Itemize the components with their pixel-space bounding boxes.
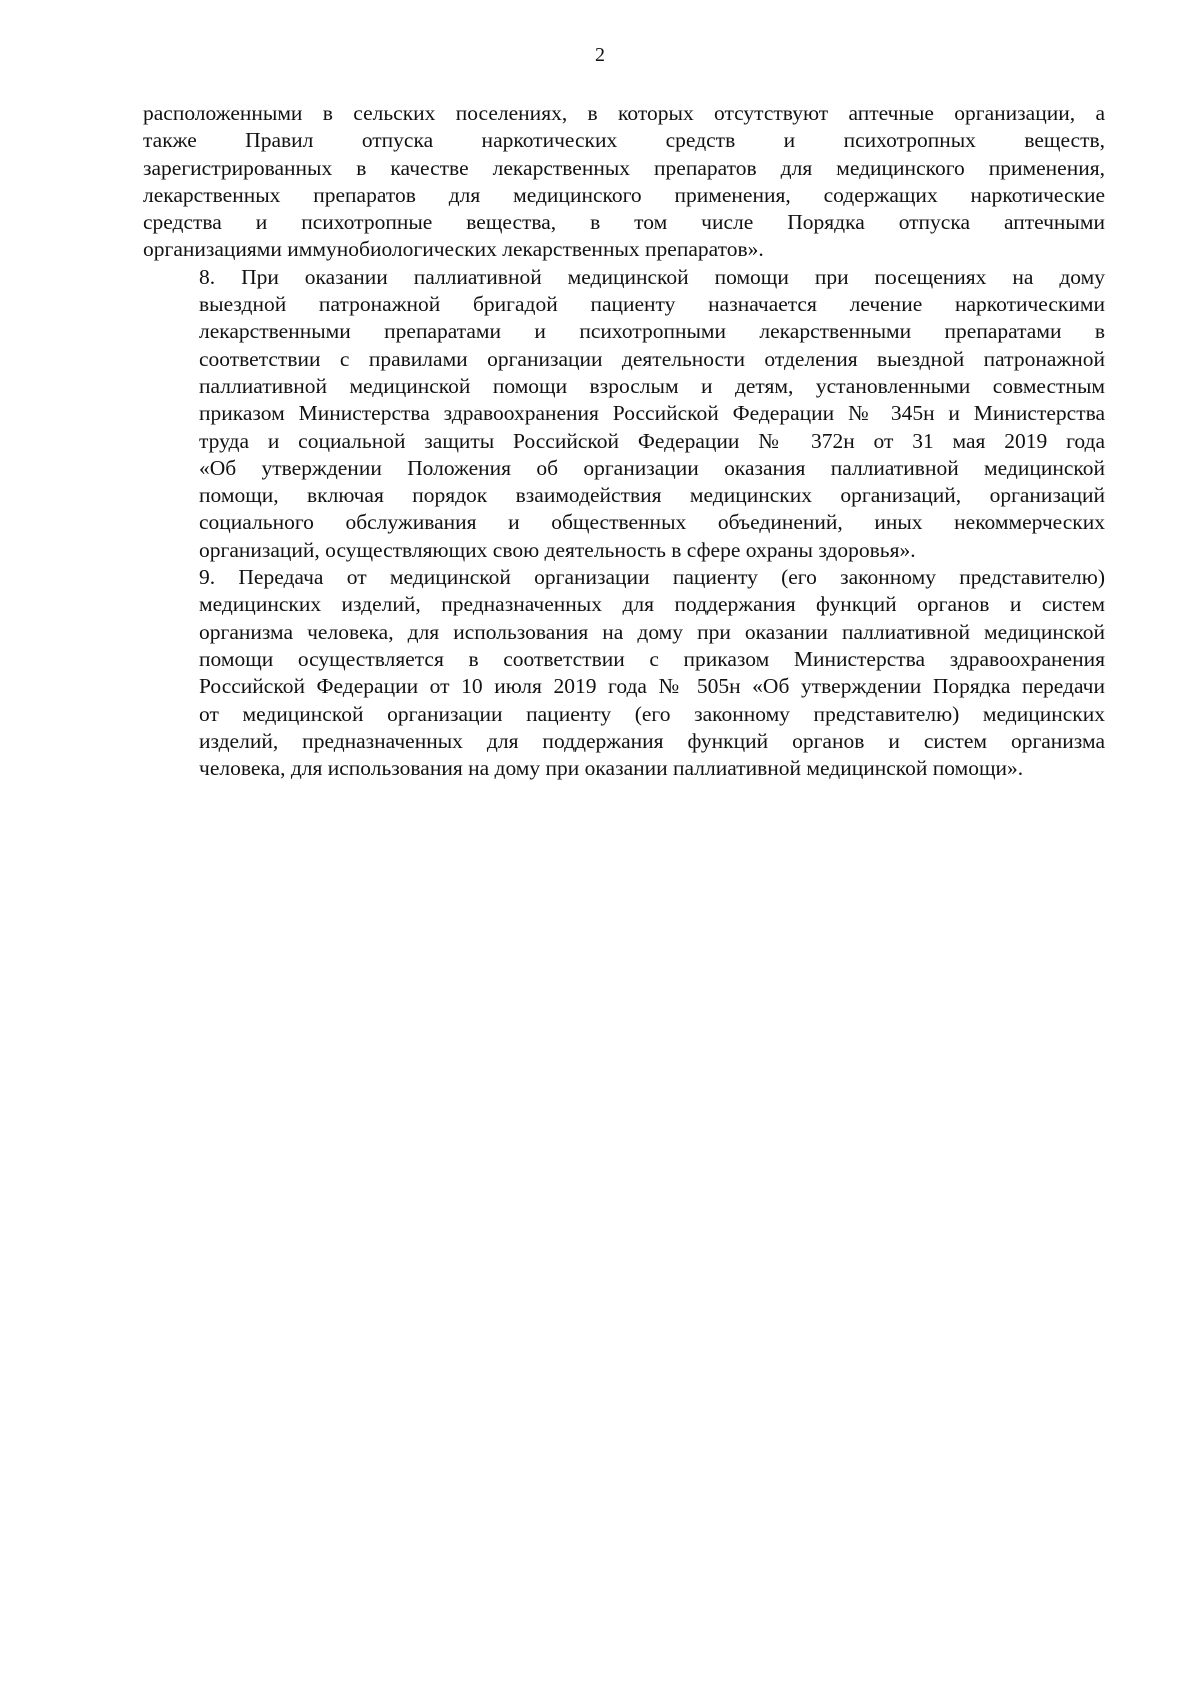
paragraph-item-9: [143, 564, 1105, 782]
text-line: организаций, осуществляющих свою деятельность в сфере охраны здоровья».: [199, 537, 916, 562]
text-line: помощи, включая порядок взаимодействия медицинских организаций, организаций: [199, 483, 1105, 508]
text-line: Российской Федерации от 10 июля 2019 года № 505н «Об утверждении Порядка передачи: [199, 674, 1105, 699]
text-line: паллиативной медицинской помощи взрослым и детям, установленными совместным: [199, 373, 1105, 398]
page-number: 2: [595, 44, 605, 66]
text-line: медицинских изделий, предназначенных для поддержания функций органов и систем: [199, 592, 1105, 617]
text-line: 9. Передача от медицинской организации пациенту (его законному представителю): [199, 565, 1105, 590]
text-line: приказом Министерства здравоохранения Российской Федерации № 345н и Министерства: [199, 401, 1105, 426]
text-line: выездной патронажной бригадой пациенту назначается лечение наркотическими: [199, 292, 1105, 317]
text-line: средства и психотропные вещества, в том числе Порядка отпуска аптечными: [143, 210, 1105, 235]
text-line: лекарственных препаратов для медицинского применения, содержащих наркотические: [143, 182, 1105, 207]
text-line: помощи осуществляется в соответствии с приказом Министерства здравоохранения: [199, 646, 1105, 671]
document-body: [143, 100, 1105, 782]
text-line: также Правил отпуска наркотических средств и психотропных веществ,: [143, 128, 1105, 153]
text-line: расположенными в сельских поселениях, в которых отсутствуют аптечные организации, а: [143, 101, 1105, 125]
text-line: соответствии с правилами организации деятельности отделения выездной патронажной: [199, 346, 1105, 371]
text-line: изделий, предназначенных для поддержания функций органов и систем организма: [199, 728, 1105, 753]
paragraph-continuation: [143, 100, 1105, 264]
text-line: лекарственными препаратами и психотропными лекарственными препаратами в: [199, 319, 1105, 344]
text-line: организациями иммунобиологических лекарственных препаратов».: [143, 237, 764, 262]
text-line: организма человека, для использования на дому при оказании паллиативной медицинской: [199, 619, 1105, 644]
text-line: зарегистрированных в качестве лекарственных препаратов для медицинского применения,: [143, 155, 1105, 180]
text-line: труда и социальной защиты Российской Федерации № 372н от 31 мая 2019 года: [199, 428, 1105, 453]
text-line: от медицинской организации пациенту (его законному представителю) медицинских: [199, 701, 1105, 726]
text-line: социального обслуживания и общественных объединений, иных некоммерческих: [199, 510, 1105, 535]
text-line: 8. При оказании паллиативной медицинской помощи при посещениях на дому: [199, 264, 1105, 289]
text-line: человека, для использования на дому при оказании паллиативной медицинской помощи».: [199, 756, 1024, 781]
paragraph-item-8: [143, 264, 1105, 564]
text-line: «Об утверждении Положения об организации оказания паллиативной медицинской: [199, 455, 1105, 480]
